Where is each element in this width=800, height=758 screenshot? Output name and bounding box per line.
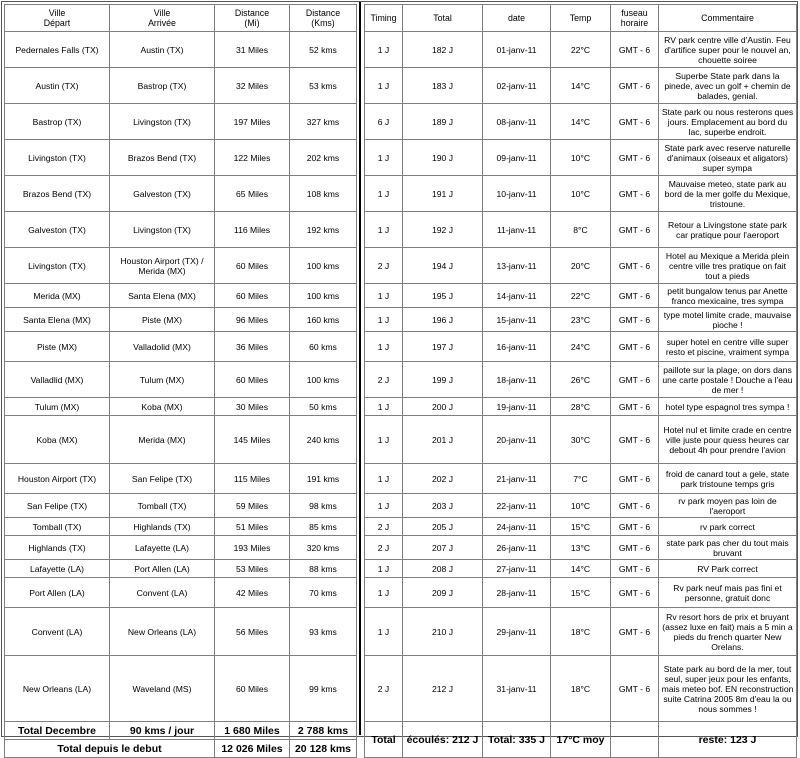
ville-depart-header-line: Ville	[48, 8, 66, 18]
table-row	[5, 104, 357, 140]
temp-cell: 7°C	[551, 464, 611, 494]
ville-arrivee-cell: Piste (MX)	[110, 308, 215, 332]
ville-arrivee-cell: Waveland (MS)	[110, 656, 215, 722]
journal-total-row	[365, 722, 797, 758]
ville-arrivee-header-line: Arrivée	[148, 18, 176, 28]
total-cell: 195 J	[403, 284, 483, 308]
commentaire-cell: Rv park neuf mais pas fini et personne, gratuit donc	[659, 578, 797, 608]
ville-arrivee-cell: Livingston (TX)	[110, 212, 215, 248]
table-row	[5, 656, 357, 722]
table-row	[5, 332, 357, 362]
commentaire-cell: Retour a Livingstone state park car pratique pour l'aeroport	[659, 212, 797, 248]
table-row	[365, 608, 797, 656]
distance-kms-cell: 53 kms	[290, 68, 357, 104]
temp-cell: 10°C	[551, 176, 611, 212]
temp-cell: 20°C	[551, 248, 611, 284]
fuseau-cell: GMT - 6	[611, 608, 659, 656]
ville-depart-cell: Austin (TX)	[5, 68, 110, 104]
timing-cell: 2 J	[365, 518, 403, 536]
distance-mi-cell: 60 Miles	[215, 248, 290, 284]
date-cell: 02-janv-11	[483, 68, 551, 104]
distance-kms-cell: 100 kms	[290, 248, 357, 284]
average-temp: 17°C moy	[551, 722, 611, 758]
ville-arrivee-cell: Tomball (TX)	[110, 494, 215, 518]
total-cell: 212 J	[403, 656, 483, 722]
ville-depart-cell: Houston Airport (TX)	[5, 464, 110, 494]
timing-cell: 1 J	[365, 284, 403, 308]
total-cell: 182 J	[403, 32, 483, 68]
distance-kms-cell: 100 kms	[290, 362, 357, 398]
distance-kms-cell: 50 kms	[290, 398, 357, 416]
temp-cell: 8°C	[551, 212, 611, 248]
commentaire-cell: Mauvaise meteo, state park au bord de la mer golfe du Mexique, tristoune.	[659, 176, 797, 212]
ville-depart-cell: Livingston (TX)	[5, 248, 110, 284]
ville-depart-cell: Brazos Bend (TX)	[5, 176, 110, 212]
temp-cell: 14°C	[551, 68, 611, 104]
total-cell: 197 J	[403, 332, 483, 362]
total-label: Total	[365, 722, 403, 758]
date-cell: 09-janv-11	[483, 140, 551, 176]
date-cell: 26-janv-11	[483, 536, 551, 560]
fuseau-cell: GMT - 6	[611, 176, 659, 212]
timing-cell: 6 J	[365, 104, 403, 140]
fuseau-cell: GMT - 6	[611, 398, 659, 416]
distance-kms-cell: 108 kms	[290, 176, 357, 212]
ville-depart-cell: Merida (MX)	[5, 284, 110, 308]
timing-cell: 1 J	[365, 332, 403, 362]
fuseau-horaire-header-line: horaire	[620, 18, 649, 28]
table-row	[5, 560, 357, 578]
total-header	[403, 5, 483, 32]
timing-cell: 2 J	[365, 248, 403, 284]
distance-kms-header-line: (Kms)	[311, 18, 335, 28]
distance-kms-cell: 70 kms	[290, 578, 357, 608]
ville-depart-cell: Pedernales Falls (TX)	[5, 32, 110, 68]
ville-depart-header-line: Départ	[43, 18, 71, 28]
distance-mi-cell: 42 Miles	[215, 578, 290, 608]
fuseau-cell: GMT - 6	[611, 518, 659, 536]
commentaire-header-line: Commentaire	[701, 13, 754, 23]
fuseau-cell: GMT - 6	[611, 308, 659, 332]
fuseau-cell: GMT - 6	[611, 464, 659, 494]
distance-kms-cell: 192 kms	[290, 212, 357, 248]
distance-mi-cell: 32 Miles	[215, 68, 290, 104]
temp-cell: 22°C	[551, 284, 611, 308]
ville-depart-cell: Highlands (TX)	[5, 536, 110, 560]
commentaire-cell: RV Park correct	[659, 560, 797, 578]
days-total: Total: 335 J	[483, 722, 551, 758]
ville-depart-cell: Koba (MX)	[5, 416, 110, 464]
temp-header-line: Temp	[569, 13, 592, 23]
table-row	[5, 212, 357, 248]
date-cell: 31-janv-11	[483, 656, 551, 722]
commentaire-cell: type motel limite crade, mauvaise pioche !	[659, 308, 797, 332]
commentaire-cell: Hotel nul et limite crade en centre ville juste pour quess heures car debout 4h pour prendre l'avion	[659, 416, 797, 464]
commentaire-cell: rv park moyen pas loin de l'aeroport	[659, 494, 797, 518]
distance-mi-cell: 193 Miles	[215, 536, 290, 560]
table-row	[5, 494, 357, 518]
commentaire-cell: paillote sur la plage, on dors dans une carte postale ! Douche a l'eau de mer !	[659, 362, 797, 398]
ville-arrivee-cell: Merida (MX)	[110, 416, 215, 464]
date-cell: 16-janv-11	[483, 332, 551, 362]
ville-arrivee-cell: Livingston (TX)	[110, 104, 215, 140]
total-cell: 209 J	[403, 578, 483, 608]
journal-table	[364, 4, 797, 758]
distance-mi-cell: 31 Miles	[215, 32, 290, 68]
grand-total-label: Total depuis le debut	[5, 740, 215, 758]
distance-mi-header-line: Distance	[234, 8, 270, 18]
table-row	[365, 518, 797, 536]
timing-cell: 2 J	[365, 362, 403, 398]
distance-mi-cell: 60 Miles	[215, 656, 290, 722]
fuseau-cell: GMT - 6	[611, 494, 659, 518]
date-cell: 14-janv-11	[483, 284, 551, 308]
empty-cell	[611, 722, 659, 758]
ville-arrivee-cell: Convent (LA)	[110, 578, 215, 608]
ville-arrivee-cell: Koba (MX)	[110, 398, 215, 416]
date-cell: 19-janv-11	[483, 398, 551, 416]
temp-header	[551, 5, 611, 32]
temp-cell: 10°C	[551, 494, 611, 518]
distance-mi-cell: 60 Miles	[215, 362, 290, 398]
distance-kms-header-line: Distance	[305, 8, 341, 18]
distance-mi-cell: 60 Miles	[215, 284, 290, 308]
distance-mi-cell: 56 Miles	[215, 608, 290, 656]
timing-cell: 1 J	[365, 68, 403, 104]
timing-cell: 1 J	[365, 32, 403, 68]
fuseau-cell: GMT - 6	[611, 578, 659, 608]
date-cell: 21-janv-11	[483, 464, 551, 494]
distance-mi-header	[215, 5, 290, 32]
table-row	[365, 536, 797, 560]
commentaire-cell: State park au bord de la mer, tout seul, super jeux pour les enfants, mais meteo bof. EN reconstruction suite Catrina 2005 8m d'eau la ou nous sommes !	[659, 656, 797, 722]
table-row	[5, 176, 357, 212]
ville-arrivee-cell: Lafayette (LA)	[110, 536, 215, 560]
ville-depart-cell: Livingston (TX)	[5, 140, 110, 176]
temp-cell: 23°C	[551, 308, 611, 332]
commentaire-cell: petit bungalow tenus par Anette franco mexicaine, tres sympa	[659, 284, 797, 308]
temp-cell: 28°C	[551, 398, 611, 416]
table-row	[5, 284, 357, 308]
table-row	[5, 68, 357, 104]
table-row	[5, 32, 357, 68]
distance-mi-cell: 36 Miles	[215, 332, 290, 362]
distance-kms-cell: 52 kms	[290, 32, 357, 68]
total-cell: 203 J	[403, 494, 483, 518]
table-row	[5, 578, 357, 608]
total-miles: 1 680 Miles	[215, 722, 290, 740]
date-header-line: date	[507, 13, 526, 23]
distance-mi-cell: 96 Miles	[215, 308, 290, 332]
distance-kms-cell: 327 kms	[290, 104, 357, 140]
commentaire-cell: hotel type espagnol tres sympa !	[659, 398, 797, 416]
temp-cell: 26°C	[551, 362, 611, 398]
total-label: Total Decembre	[5, 722, 110, 740]
ville-arrivee-cell: New Orleans (LA)	[110, 608, 215, 656]
total-decembre-row	[5, 722, 357, 740]
table-row	[5, 518, 357, 536]
date-cell: 08-janv-11	[483, 104, 551, 140]
table-row	[365, 332, 797, 362]
date-cell: 13-janv-11	[483, 248, 551, 284]
date-cell: 27-janv-11	[483, 560, 551, 578]
date-cell: 01-janv-11	[483, 32, 551, 68]
table-row	[365, 32, 797, 68]
timing-cell: 1 J	[365, 176, 403, 212]
fuseau-cell: GMT - 6	[611, 248, 659, 284]
timing-cell: 2 J	[365, 656, 403, 722]
temp-cell: 10°C	[551, 140, 611, 176]
table-row	[365, 578, 797, 608]
temp-cell: 24°C	[551, 332, 611, 362]
distance-kms-cell: 100 kms	[290, 284, 357, 308]
table-row	[365, 68, 797, 104]
days-remaining: reste: 123 J	[659, 722, 797, 758]
total-cell: 200 J	[403, 398, 483, 416]
commentaire-cell: super hotel en centre ville super resto et piscine, vraiment sympa	[659, 332, 797, 362]
table-row	[5, 416, 357, 464]
distance-kms-cell: 240 kms	[290, 416, 357, 464]
distance-mi-cell: 122 Miles	[215, 140, 290, 176]
days-elapsed: écoulés: 212 J	[403, 722, 483, 758]
commentaire-header	[659, 5, 797, 32]
ville-arrivee-cell: Tulum (MX)	[110, 362, 215, 398]
timing-cell: 1 J	[365, 212, 403, 248]
distance-kms-cell: 93 kms	[290, 608, 357, 656]
total-cell: 207 J	[403, 536, 483, 560]
ville-arrivee-cell: Galveston (TX)	[110, 176, 215, 212]
timing-header-line: Timing	[370, 13, 397, 23]
fuseau-cell: GMT - 6	[611, 332, 659, 362]
timing-cell: 1 J	[365, 464, 403, 494]
table-row	[365, 494, 797, 518]
ville-depart-cell: San Felipe (TX)	[5, 494, 110, 518]
total-cell: 194 J	[403, 248, 483, 284]
total-cell: 205 J	[403, 518, 483, 536]
commentaire-cell: Hotel au Mexique a Merida plein centre ville tres pratique on fait tout a pieds	[659, 248, 797, 284]
grand-total-row	[5, 740, 357, 758]
table-row	[365, 416, 797, 464]
temp-cell: 13°C	[551, 536, 611, 560]
timing-cell: 1 J	[365, 398, 403, 416]
table-row	[365, 140, 797, 176]
total-cell: 196 J	[403, 308, 483, 332]
distance-mi-cell: 53 Miles	[215, 560, 290, 578]
fuseau-cell: GMT - 6	[611, 68, 659, 104]
table-row	[5, 308, 357, 332]
table-row	[365, 284, 797, 308]
ville-depart-cell: Santa Elena (MX)	[5, 308, 110, 332]
total-cell: 191 J	[403, 176, 483, 212]
timing-cell: 1 J	[365, 578, 403, 608]
ville-arrivee-cell: Valladolid (MX)	[110, 332, 215, 362]
total-cell: 189 J	[403, 104, 483, 140]
total-cell: 192 J	[403, 212, 483, 248]
ville-depart-cell: Lafayette (LA)	[5, 560, 110, 578]
table-row	[365, 560, 797, 578]
date-cell: 22-janv-11	[483, 494, 551, 518]
table-row	[365, 464, 797, 494]
ville-arrivee-cell: Bastrop (TX)	[110, 68, 215, 104]
table-separator	[359, 2, 361, 735]
average-per-day: 90 kms / jour	[110, 722, 215, 740]
ville-depart-cell: Convent (LA)	[5, 608, 110, 656]
distance-kms-cell: 160 kms	[290, 308, 357, 332]
commentaire-cell: State park avec reserve naturelle d'animaux (oiseaux et aligators) super sympa	[659, 140, 797, 176]
distance-mi-cell: 145 Miles	[215, 416, 290, 464]
grand-total-miles: 12 026 Miles	[215, 740, 290, 758]
ville-arrivee-cell: Santa Elena (MX)	[110, 284, 215, 308]
fuseau-cell: GMT - 6	[611, 560, 659, 578]
timing-cell: 2 J	[365, 536, 403, 560]
grand-total-kms: 20 128 kms	[290, 740, 357, 758]
temp-cell: 14°C	[551, 560, 611, 578]
ville-arrivee-cell: Houston Airport (TX) / Merida (MX)	[110, 248, 215, 284]
commentaire-cell: State park ou nous resterons ques jours. Emplacement au bord du lac, superbe endroit.	[659, 104, 797, 140]
distance-mi-cell: 59 Miles	[215, 494, 290, 518]
date-cell: 15-janv-11	[483, 308, 551, 332]
date-cell: 18-janv-11	[483, 362, 551, 398]
commentaire-cell: Rv resort hors de prix et bruyant (assez luxe en fait) mais a 5 min a pieds du french quarter New Orelans.	[659, 608, 797, 656]
total-cell: 202 J	[403, 464, 483, 494]
distance-mi-cell: 65 Miles	[215, 176, 290, 212]
ville-depart-cell: Tomball (TX)	[5, 518, 110, 536]
ville-depart-header	[5, 5, 110, 32]
fuseau-cell: GMT - 6	[611, 656, 659, 722]
ville-arrivee-header-line: Ville	[153, 8, 171, 18]
total-cell: 208 J	[403, 560, 483, 578]
distance-kms-cell: 320 kms	[290, 536, 357, 560]
temp-cell: 15°C	[551, 518, 611, 536]
ville-arrivee-header	[110, 5, 215, 32]
distance-mi-cell: 30 Miles	[215, 398, 290, 416]
ville-depart-cell: Valladlid (MX)	[5, 362, 110, 398]
total-cell: 183 J	[403, 68, 483, 104]
table-row	[365, 656, 797, 722]
ville-depart-cell: Piste (MX)	[5, 332, 110, 362]
fuseau-cell: GMT - 6	[611, 362, 659, 398]
ville-arrivee-cell: San Felipe (TX)	[110, 464, 215, 494]
fuseau-cell: GMT - 6	[611, 284, 659, 308]
distance-kms-cell: 88 kms	[290, 560, 357, 578]
distance-mi-cell: 115 Miles	[215, 464, 290, 494]
total-cell: 190 J	[403, 140, 483, 176]
distance-mi-cell: 197 Miles	[215, 104, 290, 140]
table-row	[5, 248, 357, 284]
distance-kms-header	[290, 5, 357, 32]
timing-cell: 1 J	[365, 416, 403, 464]
date-cell: 28-janv-11	[483, 578, 551, 608]
ville-depart-cell: Tulum (MX)	[5, 398, 110, 416]
fuseau-cell: GMT - 6	[611, 140, 659, 176]
ville-arrivee-cell: Austin (TX)	[110, 32, 215, 68]
date-cell: 24-janv-11	[483, 518, 551, 536]
timing-cell: 1 J	[365, 608, 403, 656]
temp-cell: 18°C	[551, 608, 611, 656]
distance-kms-cell: 85 kms	[290, 518, 357, 536]
date-cell: 11-janv-11	[483, 212, 551, 248]
total-cell: 201 J	[403, 416, 483, 464]
total-cell: 210 J	[403, 608, 483, 656]
temp-cell: 18°C	[551, 656, 611, 722]
temp-cell: 14°C	[551, 104, 611, 140]
table-row	[365, 212, 797, 248]
distance-kms-cell: 98 kms	[290, 494, 357, 518]
fuseau-cell: GMT - 6	[611, 104, 659, 140]
table-row	[365, 362, 797, 398]
total-kms: 2 788 kms	[290, 722, 357, 740]
fuseau-horaire-header-line: fuseau	[621, 8, 648, 18]
total-header-line: Total	[433, 13, 452, 23]
date-cell: 20-janv-11	[483, 416, 551, 464]
date-cell: 10-janv-11	[483, 176, 551, 212]
ville-depart-cell: Bastrop (TX)	[5, 104, 110, 140]
fuseau-cell: GMT - 6	[611, 536, 659, 560]
commentaire-cell: Superbe State park dans la pinede, avec un golf + chemin de balades, genial.	[659, 68, 797, 104]
timing-header	[365, 5, 403, 32]
table-row	[365, 308, 797, 332]
temp-cell: 22°C	[551, 32, 611, 68]
timing-cell: 1 J	[365, 560, 403, 578]
timing-cell: 1 J	[365, 140, 403, 176]
table-row	[5, 398, 357, 416]
fuseau-cell: GMT - 6	[611, 32, 659, 68]
distance-kms-cell: 60 kms	[290, 332, 357, 362]
ville-arrivee-cell: Brazos Bend (TX)	[110, 140, 215, 176]
table-row	[365, 248, 797, 284]
fuseau-cell: GMT - 6	[611, 416, 659, 464]
table-row	[365, 104, 797, 140]
distance-kms-cell: 202 kms	[290, 140, 357, 176]
distance-mi-header-line: (Mi)	[244, 18, 260, 28]
table-row	[365, 398, 797, 416]
temp-cell: 15°C	[551, 578, 611, 608]
ville-depart-cell: New Orleans (LA)	[5, 656, 110, 722]
table-row	[5, 608, 357, 656]
table-row	[5, 464, 357, 494]
ville-depart-cell: Galveston (TX)	[5, 212, 110, 248]
date-header	[483, 5, 551, 32]
table-row	[365, 176, 797, 212]
total-cell: 199 J	[403, 362, 483, 398]
distance-table	[4, 4, 357, 758]
ville-depart-cell: Port Allen (LA)	[5, 578, 110, 608]
table-row	[5, 536, 357, 560]
commentaire-cell: state park pas cher du tout mais bruvant	[659, 536, 797, 560]
fuseau-horaire-header	[611, 5, 659, 32]
table-row	[5, 140, 357, 176]
temp-cell: 30°C	[551, 416, 611, 464]
fuseau-cell: GMT - 6	[611, 212, 659, 248]
ville-arrivee-cell: Port Allen (LA)	[110, 560, 215, 578]
timing-cell: 1 J	[365, 494, 403, 518]
ville-arrivee-cell: Highlands (TX)	[110, 518, 215, 536]
table-row	[5, 362, 357, 398]
commentaire-cell: froid de canard tout a gele, state park tristoune temps gris	[659, 464, 797, 494]
commentaire-cell: RV park centre ville d'Austin. Feu d'artifice super pour le nouvel an, chouette soiree	[659, 32, 797, 68]
distance-kms-cell: 191 kms	[290, 464, 357, 494]
date-cell: 29-janv-11	[483, 608, 551, 656]
commentaire-cell: rv park correct	[659, 518, 797, 536]
distance-mi-cell: 51 Miles	[215, 518, 290, 536]
distance-mi-cell: 116 Miles	[215, 212, 290, 248]
distance-kms-cell: 99 kms	[290, 656, 357, 722]
timing-cell: 1 J	[365, 308, 403, 332]
